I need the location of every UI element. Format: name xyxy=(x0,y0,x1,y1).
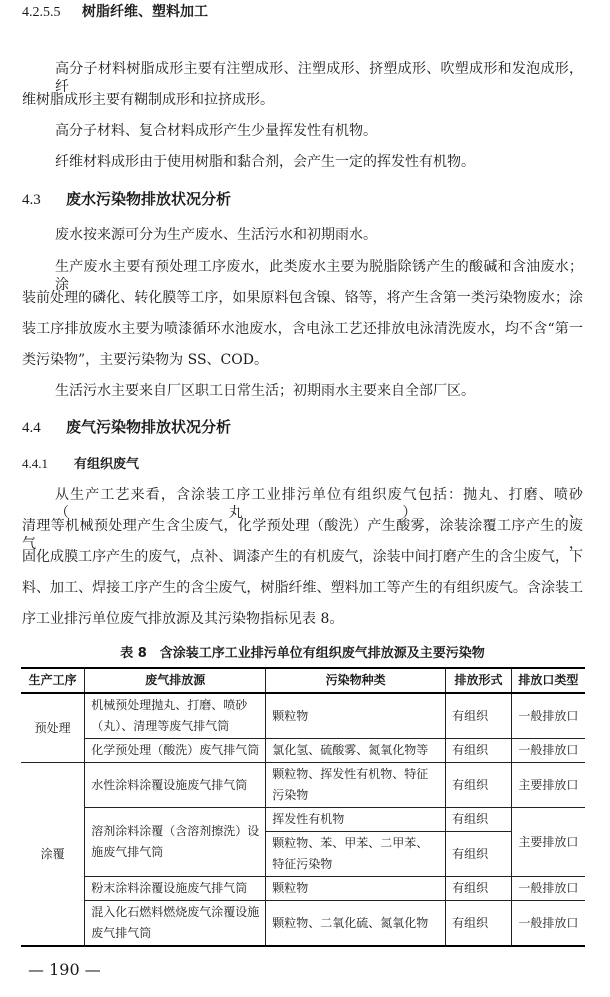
paragraph-line: 高分子材料树脂成形主要有注塑成形、注塑成形、挤塑成形、吹塑成形和发泡成形，纤 xyxy=(55,61,583,95)
outlet-type-cell: 一般排放口 xyxy=(511,877,585,901)
source-cell: 混入化石燃料燃烧废气涂覆设施废气排气筒 xyxy=(85,901,266,947)
outlet-type-cell: 一般排放口 xyxy=(511,901,585,947)
paragraph-line: 固化成膜工序产生的废气，点补、调漆产生的有机废气，涂装中间打磨产生的含尘废气，下 xyxy=(22,549,583,565)
paragraph-line: 料、加工、焊接工序产生的含尘废气，树脂纤维、塑料加工等产生的有组织废气。含涂装工 xyxy=(22,580,583,596)
paragraph-line: 维树脂成形主要有糊制成形和拉挤成形。 xyxy=(22,92,274,108)
table-row xyxy=(21,739,585,763)
source-cell: 机械预处理抛丸、打磨、喷砂（丸）、清理等废气排气筒 xyxy=(85,693,266,739)
form-cell: 有组织 xyxy=(446,877,512,901)
column-header: 废气排放源 xyxy=(85,668,266,693)
outlet-type-cell: 主要排放口 xyxy=(511,763,585,808)
heading-title: 有组织废气 xyxy=(74,457,140,472)
heading-4-4 xyxy=(22,418,583,437)
stage-cell: 涂覆 xyxy=(21,763,85,947)
stage-cell: 预处理 xyxy=(21,693,85,763)
source-cell: 溶剂涂料涂覆（含溶剂擦洗）设施废气排气筒 xyxy=(85,808,266,877)
pollutant-cell: 挥发性有机物 xyxy=(266,808,446,832)
form-cell: 有组织 xyxy=(446,808,512,832)
table-row xyxy=(21,901,585,947)
page-number: — 190 — xyxy=(28,960,101,979)
table-row xyxy=(21,808,585,832)
column-header: 生产工序 xyxy=(21,668,85,693)
paragraph-line: 生产废水主要有预处理工序废水，此类废水主要为脱脂除锈产生的酸碱和含油废水；涂 xyxy=(55,259,583,293)
paragraph-line: 纤维材料成形由于使用树脂和黏合剂，会产生一定的挥发性有机物。 xyxy=(55,154,475,170)
emission-table xyxy=(21,667,585,947)
paragraph-line: 序工业排污单位废气排放源及其污染物指标见表 8。 xyxy=(22,611,344,627)
paragraph-line: 装前处理的磷化、转化膜等工序，如果原料包含镍、铬等，将产生含第一类污染物废水；涂 xyxy=(22,290,583,306)
pollutant-cell: 颗粒物、二氧化硫、氮氧化物 xyxy=(266,901,446,947)
column-header: 排放形式 xyxy=(446,668,512,693)
heading-4-2-5-5 xyxy=(22,3,583,22)
form-cell: 有组织 xyxy=(446,693,512,739)
paragraph-line: 生活污水主要来自厂区职工日常生活；初期雨水主要来自全部厂区。 xyxy=(55,383,475,399)
table-row xyxy=(21,693,585,739)
paragraph-line: 废水按来源可分为生产废水、生活污水和初期雨水。 xyxy=(55,227,377,243)
pollutant-cell: 颗粒物、苯、甲苯、二甲苯、特征污染物 xyxy=(266,832,446,877)
form-cell: 有组织 xyxy=(446,901,512,947)
heading-number: 4.3 xyxy=(22,192,41,208)
heading-number: 4.2.5.5 xyxy=(22,5,61,20)
outlet-type-cell: 一般排放口 xyxy=(511,739,585,763)
column-header: 污染物种类 xyxy=(266,668,446,693)
paragraph-line: 装工序排放废水主要为喷漆循环水池废水，含电泳工艺还排放电泳清洗废水，均不含“第一 xyxy=(22,321,583,337)
heading-title: 树脂纤维、塑料加工 xyxy=(82,4,208,20)
table-header-row xyxy=(21,668,585,693)
source-cell: 粉末涂料涂覆设施废气排气筒 xyxy=(85,877,266,901)
heading-number: 4.4 xyxy=(22,420,41,436)
outlet-type-cell: 一般排放口 xyxy=(511,693,585,739)
pollutant-cell: 颗粒物 xyxy=(266,877,446,901)
heading-number: 4.4.1 xyxy=(22,456,48,471)
heading-4-4-1 xyxy=(22,455,583,474)
form-cell: 有组织 xyxy=(446,739,512,763)
column-header: 排放口类型 xyxy=(511,668,585,693)
paragraph-line: 从生产工艺来看，含涂装工序工业排污单位有组织废气包括：抛丸、打磨、喷砂（丸）、 xyxy=(55,487,583,521)
outlet-type-cell: 主要排放口 xyxy=(511,808,585,877)
heading-title: 废水污染物排放状况分析 xyxy=(66,190,232,208)
table-row xyxy=(21,877,585,901)
paragraph-line: 类污染物”，主要污染物为 SS、COD。 xyxy=(22,352,268,368)
source-cell: 化学预处理（酸洗）废气排气筒 xyxy=(85,739,266,763)
paragraph-line: 清理等机械预处理产生含尘废气，化学预处理（酸洗）产生酸雾，涂装涂覆工序产生的废气， xyxy=(22,518,583,552)
form-cell: 有组织 xyxy=(446,832,512,877)
pollutant-cell: 颗粒物 xyxy=(266,693,446,739)
heading-title: 废气污染物排放状况分析 xyxy=(66,418,232,436)
paragraph-line: 高分子材料、复合材料成形产生少量挥发性有机物。 xyxy=(55,123,377,139)
source-cell: 水性涂料涂覆设施废气排气筒 xyxy=(85,763,266,808)
heading-4-3 xyxy=(22,190,583,209)
table-row xyxy=(21,763,585,808)
pollutant-cell: 氯化氢、硫酸雾、氮氧化物等 xyxy=(266,739,446,763)
pollutant-cell: 颗粒物、挥发性有机物、特征污染物 xyxy=(266,763,446,808)
form-cell: 有组织 xyxy=(446,763,512,808)
table-caption: 表 8 含涂装工序工业排污单位有组织废气排放源及主要污染物 xyxy=(120,646,485,661)
